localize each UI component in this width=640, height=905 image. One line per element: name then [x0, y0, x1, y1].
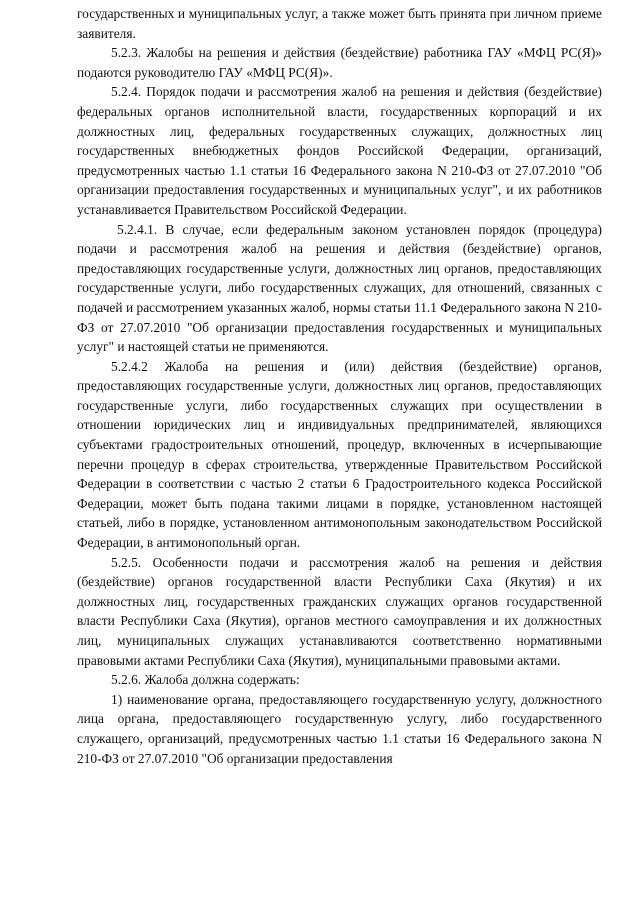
list-item-1: 1) наименование органа, предоставляющего государственную услугу, должностного лица органа, предоставляющего государственную услугу, либо государственного служащего, организаций, предусмотренных частью 1.1 статьи 16 Федерального закона N 210-ФЗ от 27.07.2010 "Об организации предоставления	[77, 691, 602, 766]
paragraph-5-2-4-2: 5.2.4.2 Жалоба на решения и (или) действия (бездействие) органов, предоставляющих государственные услуги, должностных лиц органов, предоставляющих государственные услуги, либо государственных служащих при осуществлении в отношении юридических лиц и индивидуальных предпринимателей, являющихся субъектами градостроительных отношений, процедур, включенных в исчерпывающие перечни процедур в сферах строительства, утвержденные Правительством Российской Федерации в соответствии с частью 2 статьи 6 Градостроительного кодекса Российской Федерации, может быть подана такими лицами в порядке, установленном настоящей статьей, либо в порядке, установленном антимонопольным законодательством Российской Федерации, в антимонопольный орган.	[77, 358, 602, 551]
paragraph-continuation: государственных и муниципальных услуг, а также может быть принята при личном приеме заявителя.	[77, 6, 602, 41]
paragraph-5-2-5: 5.2.5. Особенности подачи и рассмотрения жалоб на решения и действия (бездействие) органов государственной власти Республики Саха (Якутия) и их должностных лиц, государственных гражданских служащих органов государственной власти Республики Саха (Якутия), органов местного самоуправления и их должностных лиц, муниципальных служащих устанавливаются соответственно нормативными правовыми актами Республики Саха (Якутия), муниципальными правовыми актами.	[77, 554, 602, 668]
paragraph-5-2-3: 5.2.3. Жалобы на решения и действия (бездействие) работника ГАУ «МФЦ РС(Я)» подаются руководителю ГАУ «МФЦ РС(Я)».	[77, 45, 602, 80]
paragraph-5-2-4: 5.2.4. Порядок подачи и рассмотрения жалоб на решения и действия (бездействие) федеральных органов исполнительной власти, государственных корпораций и их должностных лиц, федеральных государственных служащих, должностных лиц государственных внебюджетных фондов Российской Федерации, организаций, предусмотренных частью 1.1 статьи 16 Федерального закона N 210-ФЗ от 27.07.2010 "Об организации предоставления государственных и муниципальных услуг", и их работников устанавливается Правительством Российской Федерации.	[77, 84, 602, 217]
document-page	[77, 4, 602, 768]
paragraph-5-2-6: 5.2.6. Жалоба должна содержать:	[111, 672, 300, 688]
paragraph-5-2-4-1: 5.2.4.1. В случае, если федеральным законом установлен порядок (процедура) подачи и рассмотрения жалоб на решения и действия (бездействие) органов, предоставляющих государственные услуги, должностных лиц органов, предоставляющих государственные услуги, либо государственных служащих, для отношений, связанных с подачей и рассмотрением указанных жалоб, нормы статьи 11.1 Федерального закона N 210-ФЗ от 27.07.2010 "Об организации предоставления государственных и муниципальных услуг" и настоящей статьи не применяются.	[77, 221, 602, 355]
